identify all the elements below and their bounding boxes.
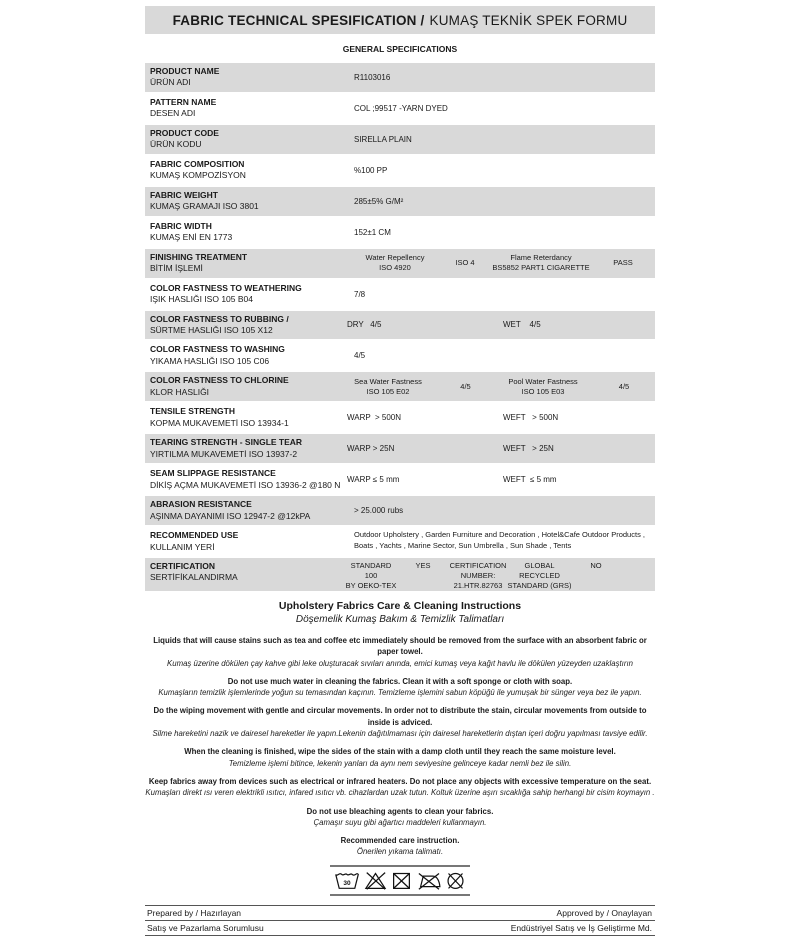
spec-row-chlorine <box>145 372 655 401</box>
label-tr: DESEN ADI <box>150 108 196 119</box>
value: 4/5 <box>354 351 366 361</box>
care-symbols-strip <box>330 865 470 896</box>
care-paragraph: Do not use bleaching agents to clean your fabrics. Çamaşır suyu gibi ağartıcı maddeleri kullanmayın. <box>306 806 494 827</box>
label-en: COLOR FASTNESS TO WEATHERING <box>150 282 302 293</box>
spec-table <box>145 63 655 591</box>
approved-by-label: Approved by / Onaylayan <box>556 907 652 918</box>
finishing-water-result: ISO 4 <box>455 258 475 268</box>
cert-oeko-tex-result: YES <box>415 561 431 571</box>
spec-row-rubbing <box>145 311 655 340</box>
spec-row-abrasion <box>145 496 655 525</box>
care-paragraph: When the cleaning is finished, wipe the sides of the stain with a damp cloth until they reach the same moisture level. Temizleme işlemi bitince, lekenin yanları da aynı nem seviyesine gelinceye kadar nemli bez ile silin. <box>184 747 616 768</box>
label-en: COLOR FASTNESS TO RUBBING / <box>150 313 289 324</box>
label-en: FABRIC WEIGHT <box>150 189 218 200</box>
label-en: CERTIFICATION <box>150 561 216 571</box>
label-tr: YIKAMA HASLIĞI ISO 105 C06 <box>150 355 270 366</box>
label-tr: SERTİFİKALANDIRMA <box>150 572 238 583</box>
seam-warp: WARP ≤ 5 mm <box>347 475 400 485</box>
cert-grs: GLOBAL RECYCLED STANDARD (GRS) <box>507 561 572 590</box>
label-en: COLOR FASTNESS TO CHLORINE <box>150 375 289 386</box>
title-english: FABRIC TECHNICAL SPESIFICATION / <box>172 12 425 28</box>
signature-row-roles <box>145 921 655 936</box>
spec-row-fabric-width <box>145 218 655 247</box>
care-paragraph: Recommended care instruction. Önerilen yıkama talimatı. <box>340 836 460 857</box>
document-page <box>145 0 655 936</box>
cert-number: CERTIFICATION NUMBER: 21.HTR.82763 <box>449 561 507 590</box>
tensile-warp: WARP > 500N <box>347 413 402 423</box>
svg-text:30: 30 <box>343 879 351 887</box>
label-tr: KULLANIM YERİ <box>150 541 215 552</box>
label-tr: BİTİM İŞLEMİ <box>150 263 203 274</box>
label-en: PRODUCT CODE <box>150 127 219 138</box>
label-en: PATTERN NAME <box>150 96 217 107</box>
label-tr: ÜRÜN ADI <box>150 77 191 88</box>
label-tr: DİKİŞ AÇMA MUKAVEMETİ ISO 13936-2 @180 N <box>150 479 341 490</box>
value: 285±5% G/M² <box>354 196 404 206</box>
tensile-weft: WEFT > 500N <box>503 413 559 423</box>
document-title-bar <box>145 6 655 34</box>
label-en: PRODUCT NAME <box>150 66 220 76</box>
do-not-bleach-icon <box>364 870 387 891</box>
do-not-iron-icon <box>416 870 441 891</box>
value: 7/8 <box>354 289 366 299</box>
spec-row-recommended-use <box>145 527 655 556</box>
label-tr: KUMAŞ KOMPOZİSYON <box>150 170 246 181</box>
prepared-by-role: Satış ve Pazarlama Sorumlusu <box>147 922 264 933</box>
spec-row-tearing-strength <box>145 434 655 463</box>
spec-row-fabric-weight <box>145 187 655 216</box>
recommended-use-value: Outdoor Upholstery , Garden Furniture and Decoration , Hotel&Cafe Outdoor Products , Boats , Yachts , Marine Sector, Sun Umbrella , Sun Shade , Tents <box>354 530 645 550</box>
approved-by-role: Endüstriyel Satış ve İş Geliştirme Md. <box>510 922 652 933</box>
label-en: FABRIC WIDTH <box>150 220 212 231</box>
finishing-flame-retardancy: Flame Reterdancy BS5852 PART1 CIGARETTE <box>492 253 590 273</box>
spec-row-finishing-treatment <box>145 249 655 278</box>
do-not-dry-clean-icon <box>445 870 466 891</box>
label-tr: KOPMA MUKAVEMETİ ISO 13934-1 <box>150 417 289 428</box>
wash-30-icon <box>334 870 360 891</box>
label-tr: AŞINMA DAYANIMI ISO 12947-2 @12kPA <box>150 510 311 521</box>
prepared-by-label: Prepared by / Hazırlayan <box>147 907 242 918</box>
spec-row-fabric-composition <box>145 156 655 185</box>
label-en: TENSILE STRENGTH <box>150 406 236 417</box>
cert-grs-result: NO <box>590 561 602 571</box>
sea-water-result: 4/5 <box>460 381 471 391</box>
label-tr: IŞIK HASLIĞI ISO 105 B04 <box>150 294 253 305</box>
value: %100 PP <box>354 165 388 175</box>
finishing-water-repellency: Water Repellency ISO 4920 <box>365 253 425 273</box>
tearing-weft: WEFT > 25N <box>503 444 554 454</box>
label-tr: KLOR HASLIĞI <box>150 386 210 397</box>
pool-water-result: 4/5 <box>618 381 630 391</box>
spec-row-product-code <box>145 125 655 154</box>
signature-block <box>145 905 655 936</box>
label-en: FABRIC COMPOSITION <box>150 158 245 169</box>
care-paragraphs <box>145 635 655 858</box>
care-instructions-subtitle: Döşemelik Kumaş Bakım & Temizlik Talimatları <box>295 614 505 625</box>
pool-water-fastness: Pool Water Fastness ISO 105 E03 <box>508 377 578 396</box>
spec-row-washing <box>145 341 655 370</box>
value: > 25.000 rubs <box>354 506 404 516</box>
do-not-tumble-dry-icon <box>391 870 412 891</box>
label-en: FINISHING TREATMENT <box>150 251 248 262</box>
rubbing-wet: WET 4/5 <box>503 320 541 330</box>
tearing-warp: WARP > 25N <box>347 444 395 454</box>
label-en: RECOMMENDED USE <box>150 530 239 541</box>
care-paragraph: Do not use much water in cleaning the fabrics. Clean it with a soft sponge or cloth with soap. Kumaşların temizlik işlemlerinde yoğun su temasından kaçının. Temizleme işlemini sabun köpüğü ile yumuşak bir sünger veya bez ile yapın. <box>158 676 642 698</box>
spec-row-product-name <box>145 63 655 92</box>
care-paragraph: Liquids that will cause stains such as tea and coffee etc immediately should be removed from the surface with an absorbent fabric or paper towel. Kumaş üzerine dökülen çay kahve gibi leke oluşturacak sıvıları anında, emici kumaş veya kağıt havlu ile dökülen yüzeyden uzaklaştırın <box>153 636 647 668</box>
label-tr: SÜRTME HASLIĞI ISO 105 X12 <box>150 324 273 335</box>
signature-row-labels <box>145 906 655 921</box>
label-tr: KUMAŞ ENİ EN 1773 <box>150 232 233 243</box>
sea-water-fastness: Sea Water Fastness ISO 105 E02 <box>354 377 422 396</box>
value: R1103016 <box>354 72 391 82</box>
title-turkish: KUMAŞ TEKNİK SPEK FORMU <box>429 12 628 28</box>
seam-weft: WEFT ≤ 5 mm <box>503 475 557 485</box>
label-tr: KUMAŞ GRAMAJI ISO 3801 <box>150 201 259 212</box>
spec-row-weathering <box>145 280 655 309</box>
spec-row-certification <box>145 558 655 591</box>
care-instructions-title: Upholstery Fabrics Care & Cleaning Instructions <box>278 600 522 612</box>
label-en: TEARING STRENGTH - SINGLE TEAR <box>150 437 303 448</box>
spec-row-tensile-strength <box>145 403 655 432</box>
finishing-flame-result: PASS <box>613 258 633 268</box>
label-tr: ÜRÜN KODU <box>150 139 202 150</box>
general-specifications-heading: GENERAL SPECIFICATIONS <box>342 44 458 54</box>
care-paragraph: Keep fabrics away from devices such as electrical or infrared heaters. Do not place any objects with excessive temperature on the seat. Kumaşları direkt ısı veren elektrikli ısıtıcı, infared ısıtıcı vb. cihazlardan uzak tutun. Koltuk üzerine aşırı sıcaklığa sahip herhangi bir cisim koymayın . <box>145 776 655 798</box>
value: 152±1 CM <box>354 227 391 237</box>
value: SIRELLA PLAIN <box>354 134 412 144</box>
rubbing-dry: DRY 4/5 <box>347 320 382 330</box>
label-en: SEAM SLIPPAGE RESISTANCE <box>150 468 276 479</box>
label-tr: YIRTILMA MUKAVEMETİ ISO 13937-2 <box>150 448 298 459</box>
cert-oeko-tex: STANDARD 100 BY OEKO-TEX <box>345 561 397 590</box>
label-en: COLOR FASTNESS TO WASHING <box>150 344 285 355</box>
care-paragraph: Do the wiping movement with gentle and circular movements. In order not to distribute the stain, circular movements from outside to inside is adviced. Silme hareketini nazik ve dairesel hareketler ile yapın.Lekenin dağıtılmaması için dairesel hareketlerin dıştan içeri doğru yapılması tavsiye edilir. <box>152 706 648 739</box>
spec-row-pattern-name <box>145 94 655 123</box>
label-en: ABRASION RESISTANCE <box>150 499 252 510</box>
spec-row-seam-slippage <box>145 465 655 494</box>
value: COL ;99517 -YARN DYED <box>354 103 448 113</box>
